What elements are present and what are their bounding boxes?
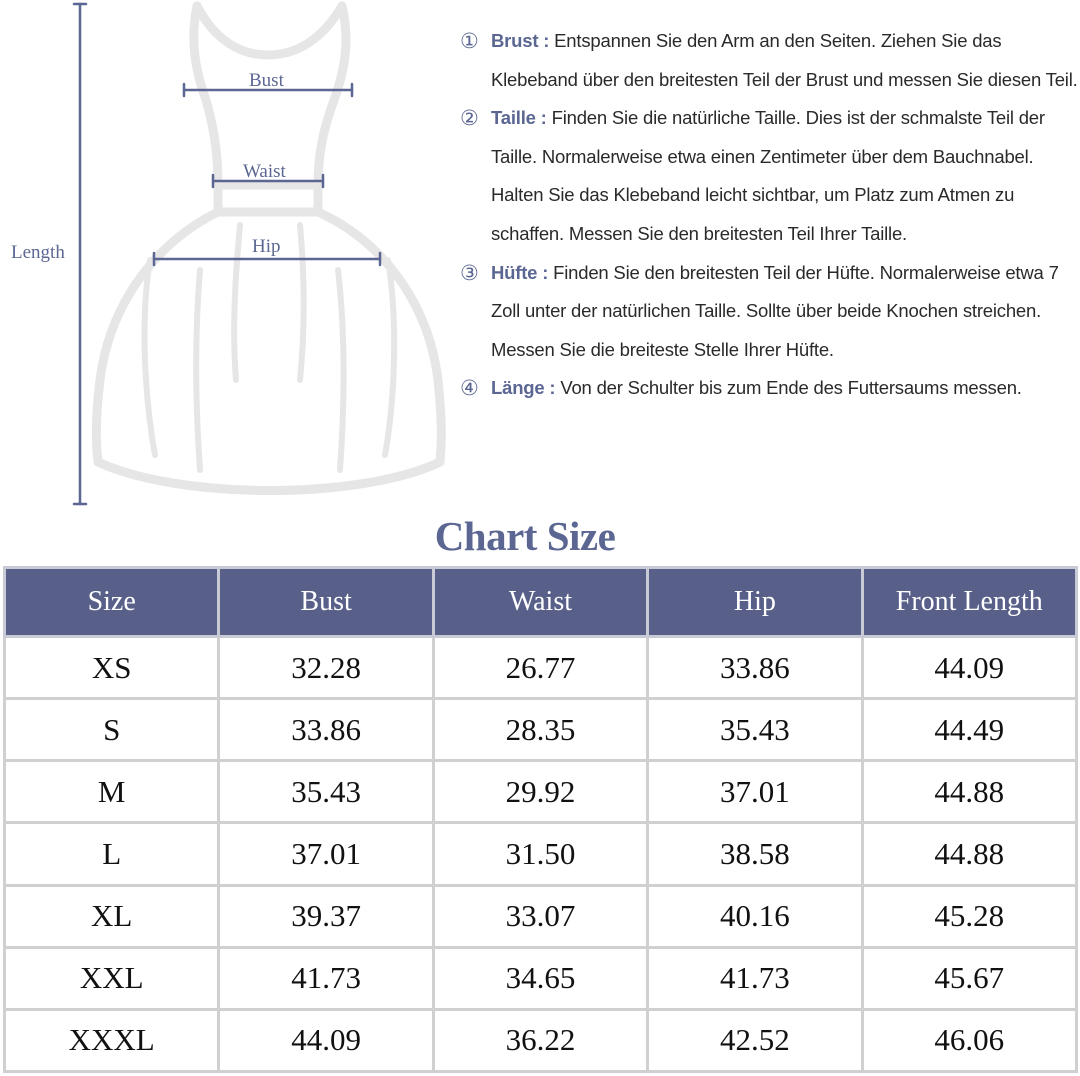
cell-front-length: 44.88: [862, 761, 1076, 823]
cell-bust: 35.43: [219, 761, 433, 823]
dress-illustration: [0, 0, 450, 515]
cell-front-length: 45.28: [862, 885, 1076, 947]
cell-waist: 31.50: [433, 823, 647, 885]
step-number-1: ①: [460, 29, 479, 53]
cell-front-length: 44.88: [862, 823, 1076, 885]
table-row: [5, 637, 1077, 699]
step-text-waist: Finden Sie die natürliche Taille. Dies ist der schmalste Teil der Taille. Normalerweise etwa einen Zentimeter über dem Bauchnabel. Halten Sie das Klebeband leicht sichtbar, um Platz zum Atmen zu schaffen. Messen Sie den breitesten Teil Ihrer Taille.: [491, 107, 1045, 244]
step-title-bust: Brust :: [491, 30, 550, 51]
cell-bust: 41.73: [219, 947, 433, 1009]
cell-size: L: [5, 823, 219, 885]
waist-label: Waist: [243, 161, 286, 182]
step-number-3: ③: [460, 260, 479, 285]
cell-size: XXXL: [5, 1009, 219, 1071]
cell-waist: 29.92: [433, 761, 647, 823]
step-title-waist: Taille :: [491, 107, 547, 129]
table-row: [5, 947, 1077, 1009]
cell-size: XL: [5, 885, 219, 947]
cell-hip: 42.52: [648, 1009, 862, 1071]
cell-front-length: 44.49: [862, 699, 1076, 761]
cell-waist: 34.65: [433, 947, 647, 1009]
table-row: [5, 1009, 1077, 1071]
instruction-length: [460, 369, 1080, 408]
cell-bust: 33.86: [219, 699, 433, 761]
cell-bust: 44.09: [219, 1009, 433, 1071]
header-front-length: Front Length: [862, 568, 1076, 637]
cell-size: S: [5, 699, 219, 761]
table-row: [5, 761, 1077, 823]
step-text-length: Von der Schulter bis zum Ende des Futtersaums messen.: [560, 377, 1022, 399]
cell-size: XXL: [5, 947, 219, 1009]
cell-front-length: 45.67: [862, 947, 1076, 1009]
table-row: [5, 699, 1077, 761]
header-hip: Hip: [648, 568, 862, 637]
step-text-bust: Entspannen Sie den Arm an den Seiten. Ziehen Sie das Klebeband über den breitesten Teil der Brust und messen Sie diesen Teil.: [491, 30, 1078, 90]
cell-hip: 37.01: [648, 761, 862, 823]
cell-hip: 41.73: [648, 947, 862, 1009]
instruction-hip: [460, 254, 1080, 370]
table-row: [5, 823, 1077, 885]
cell-bust: 32.28: [219, 637, 433, 699]
hip-label: Hip: [252, 236, 281, 257]
dress-outline-graphic: [0, 0, 450, 515]
measuring-instructions: [460, 22, 1080, 408]
size-chart-table: [3, 566, 1078, 1073]
cell-front-length: 46.06: [862, 1009, 1076, 1071]
header-bust: Bust: [219, 568, 433, 637]
cell-bust: 39.37: [219, 885, 433, 947]
length-label: Length: [11, 242, 65, 263]
cell-size: M: [5, 761, 219, 823]
cell-bust: 37.01: [219, 823, 433, 885]
step-title-hip: Hüfte :: [491, 261, 549, 283]
step-title-length: Länge :: [491, 377, 556, 399]
cell-hip: 33.86: [648, 637, 862, 699]
chart-title: Chart Size: [434, 513, 616, 559]
cell-waist: 26.77: [433, 637, 647, 699]
cell-front-length: 44.09: [862, 637, 1076, 699]
cell-hip: 40.16: [648, 885, 862, 947]
step-text-hip: Finden Sie den breitesten Teil der Hüfte. Normalerweise etwa 7 Zoll unter der natürlichen Taille. Sollte über beide Knochen streichen. Messen Sie die breiteste Stelle Ihrer Hüfte.: [491, 261, 1059, 360]
table-row: [5, 885, 1077, 947]
table-header-row: [5, 568, 1077, 637]
cell-waist: 28.35: [433, 699, 647, 761]
step-number-2: ②: [460, 106, 479, 131]
cell-waist: 36.22: [433, 1009, 647, 1071]
instruction-bust: [460, 22, 1080, 99]
cell-hip: 35.43: [648, 699, 862, 761]
cell-size: XS: [5, 637, 219, 699]
header-size: Size: [5, 568, 219, 637]
cell-waist: 33.07: [433, 885, 647, 947]
header-waist: Waist: [433, 568, 647, 637]
bust-label: Bust: [249, 70, 284, 91]
step-number-4: ④: [460, 376, 479, 401]
instruction-waist: [460, 99, 1080, 253]
cell-hip: 38.58: [648, 823, 862, 885]
